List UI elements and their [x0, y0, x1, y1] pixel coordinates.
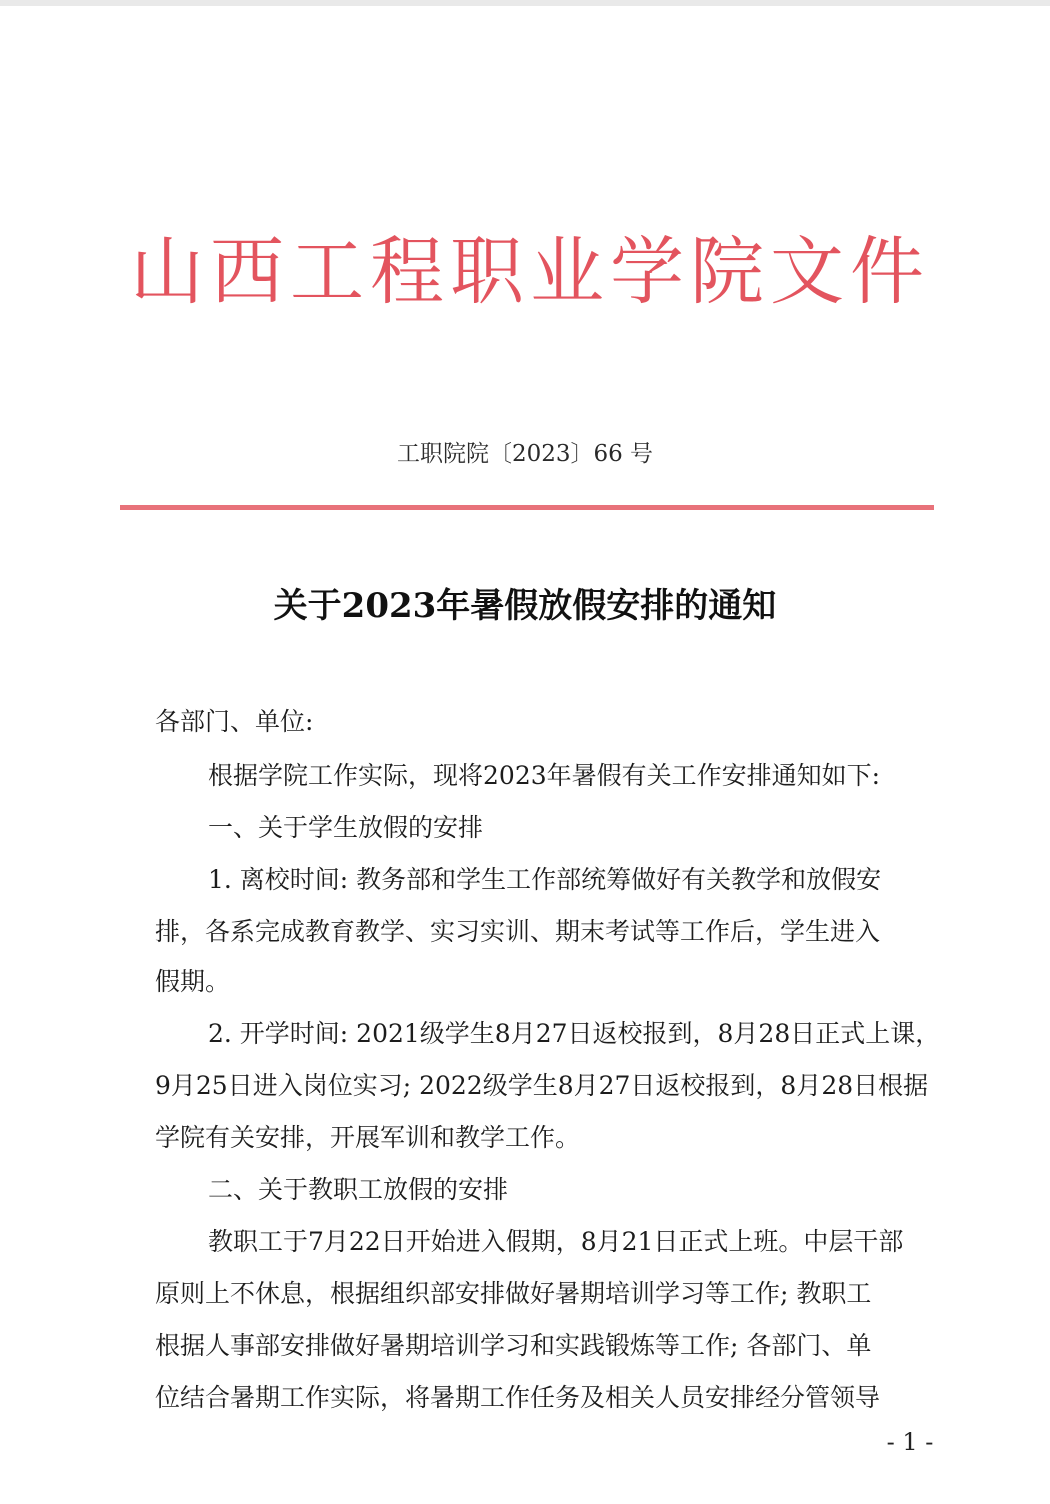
institution-header-title: 山西工程职业学院文件: [130, 229, 930, 315]
body-line: 1. 离校时间: 教务部和学生工作部统筹做好有关教学和放假安: [208, 865, 882, 894]
notice-title: 关于2023年暑假放假安排的通知: [273, 586, 777, 626]
body-line: 2. 开学时间: 2021级学生8月27日返校报到，8月28日正式上课，: [208, 1019, 941, 1048]
section-heading-students: 一、关于学生放假的安排: [208, 813, 484, 842]
body-line: 假期。: [155, 967, 231, 996]
body-line: 排，各系完成教育教学、实习实训、期末考试等工作后，学生进入: [155, 917, 881, 946]
page-number: - 1 -: [886, 1428, 934, 1456]
red-separator-rule: [120, 505, 934, 510]
scan-top-edge: [0, 0, 1050, 6]
section-heading-staff: 二、关于教职工放假的安排: [208, 1175, 509, 1204]
intro-paragraph: 根据学院工作实际，现将2023年暑假有关工作安排通知如下:: [208, 761, 881, 790]
document-number: 工职院院〔2023〕66 号: [396, 441, 654, 467]
body-line: 根据人事部安排做好暑期培训学习和实践锻炼等工作; 各部门、单: [155, 1331, 872, 1360]
salutation: 各部门、单位:: [155, 707, 314, 736]
body-line: 位结合暑期工作实际，将暑期工作任务及相关人员安排经分管领导: [155, 1383, 881, 1412]
body-line: 原则上不休息，根据组织部安排做好暑期培训学习等工作; 教职工: [155, 1279, 872, 1308]
body-line: 教职工于7月22日开始进入假期，8月21日正式上班。中层干部: [208, 1227, 904, 1256]
body-line: 学院有关安排，开展军训和教学工作。: [155, 1123, 581, 1152]
body-line: 9月25日进入岗位实习; 2022级学生8月27日返校报到，8月28日根据: [155, 1071, 929, 1100]
